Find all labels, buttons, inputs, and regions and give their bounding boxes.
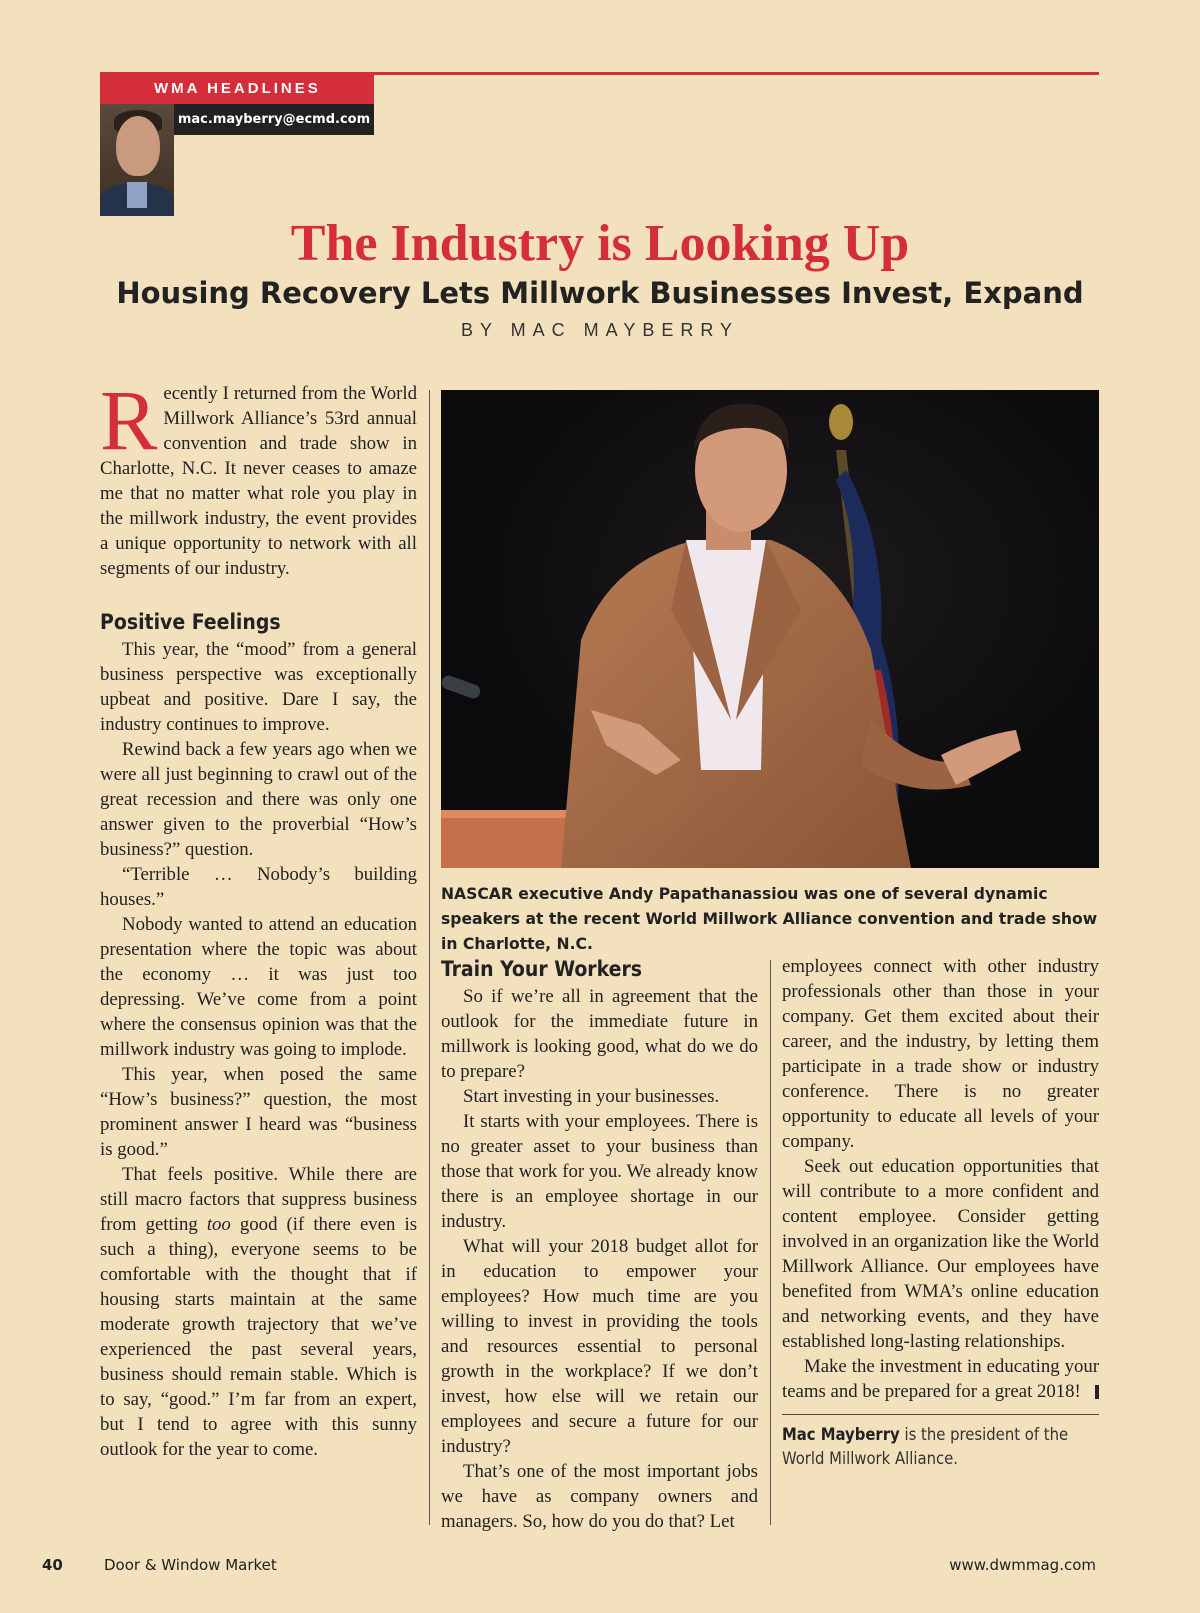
author-email[interactable]: mac.mayberry@ecmd.com bbox=[174, 104, 374, 135]
column-1 bbox=[100, 372, 418, 1462]
photo-caption: NASCAR executive Andy Papathanassiou was one of several dynamic speakers at the recent World Millwork Alliance convention and trade show in Charlotte, N.C. bbox=[441, 885, 1098, 953]
paragraph: Make the investment in educating your teams and be prepared for a great 2018! bbox=[782, 1356, 1099, 1402]
speaker-illustration bbox=[441, 390, 1099, 868]
paragraph: Start investing in your businesses. bbox=[463, 1086, 720, 1107]
intro-paragraph: Recently I returned from the World Millwork Alliance’s 53rd annual convention and trade show in Charlotte, N.C. It never ceases to amaze me that no matter what role you play in the millwork industry, the event provides a unique opportunity to network with all segments of our industry. bbox=[100, 372, 417, 579]
paragraph: Seek out education opportunities that will contribute to a more confident and content employee. Consider getting involved in an organization like the World Millwork Alliance. Our employees have benefited from WMA’s online education and networking events, and they have established long-lasting relationships. bbox=[782, 1156, 1100, 1352]
column-divider bbox=[429, 390, 430, 1525]
author-bio: Mac Mayberry is the president of the World Millwork Alliance. bbox=[782, 1425, 1069, 1468]
paragraph: That feels positive. While there are still macro factors that suppress business from getting too good (if there even is such a thing), everyone seems to be comfortable with the thought that if housing starts maintain at the same moderate growth trajectory that we’ve experienced the past several years, business should remain stable. Which is to say, “good.” I’m far from an expert, but I tend to agree with this sunny outlook for the year to come. bbox=[100, 1164, 418, 1460]
paragraph: Nobody wanted to attend an education presentation where the topic was about the economy … it was just too depressing. We’ve come from a point where the consensus opinion was that the millwork industry was going to implode. bbox=[100, 914, 417, 1060]
bio-rule bbox=[782, 1414, 1099, 1415]
section-heading-train-your-workers: Train Your Workers bbox=[441, 957, 643, 981]
article-title: The Industry is Looking Up bbox=[290, 215, 910, 272]
magazine-url[interactable]: www.dwmmag.com bbox=[949, 1556, 1096, 1574]
column-2 bbox=[441, 954, 758, 1534]
page-number: 40 bbox=[42, 1556, 63, 1574]
paragraph: Rewind back a few years ago when we were all just beginning to crawl out of the great recession and there was only one answer given to the proverbial “How’s business?” question. bbox=[100, 739, 417, 860]
column-3 bbox=[782, 954, 1099, 1471]
end-mark bbox=[1095, 1385, 1099, 1399]
section-kicker: WMA HEADLINES bbox=[100, 74, 374, 104]
paragraph: “Terrible … Nobody’s building houses.” bbox=[100, 864, 417, 910]
paragraph: This year, the “mood” from a general business perspective was exceptionally upbeat and positive. Dare I say, the industry continues to improve. bbox=[100, 639, 417, 735]
drop-cap: R bbox=[100, 372, 158, 468]
paragraph: It starts with your employees. There is no greater asset to your business than those that work for you. We already know there is an employee shortage in our industry. bbox=[441, 1111, 758, 1232]
author-photo bbox=[100, 104, 174, 216]
article-subtitle: Housing Recovery Lets Millwork Businesses Invest, Expand bbox=[116, 276, 1084, 310]
speaker-photo bbox=[441, 390, 1099, 868]
paragraph: What will your 2018 budget allot for in education to empower your employees? How much time are you willing to invest in providing the tools and resources essential to personal growth in the workplace? If we don’t invest, how else will we retain our employees and secure a future for our industry? bbox=[441, 1236, 758, 1457]
paragraph: That’s one of the most important jobs we have as company owners and managers. So, how do you do that? Let bbox=[441, 1461, 758, 1532]
bio-name: Mac Mayberry bbox=[782, 1425, 900, 1444]
paragraph: employees connect with other industry professionals other than those in your company. Get them excited about their career, and the industry, by letting them participate in a trade show or industry conference. There is no greater opportunity to educate all levels of your company. bbox=[782, 956, 1099, 1152]
column-divider bbox=[770, 960, 771, 1525]
magazine-name: Door & Window Market bbox=[104, 1556, 277, 1574]
paragraph: So if we’re all in agreement that the outlook for the immediate future in millwork is looking good, what do we do to prepare? bbox=[441, 986, 758, 1082]
paragraph: This year, when posed the same “How’s business?” question, the most prominent answer I heard was “business is good.” bbox=[100, 1064, 417, 1160]
byline: BY MAC MAYBERRY bbox=[460, 320, 740, 340]
section-heading-positive-feelings: Positive Feelings bbox=[100, 610, 281, 634]
